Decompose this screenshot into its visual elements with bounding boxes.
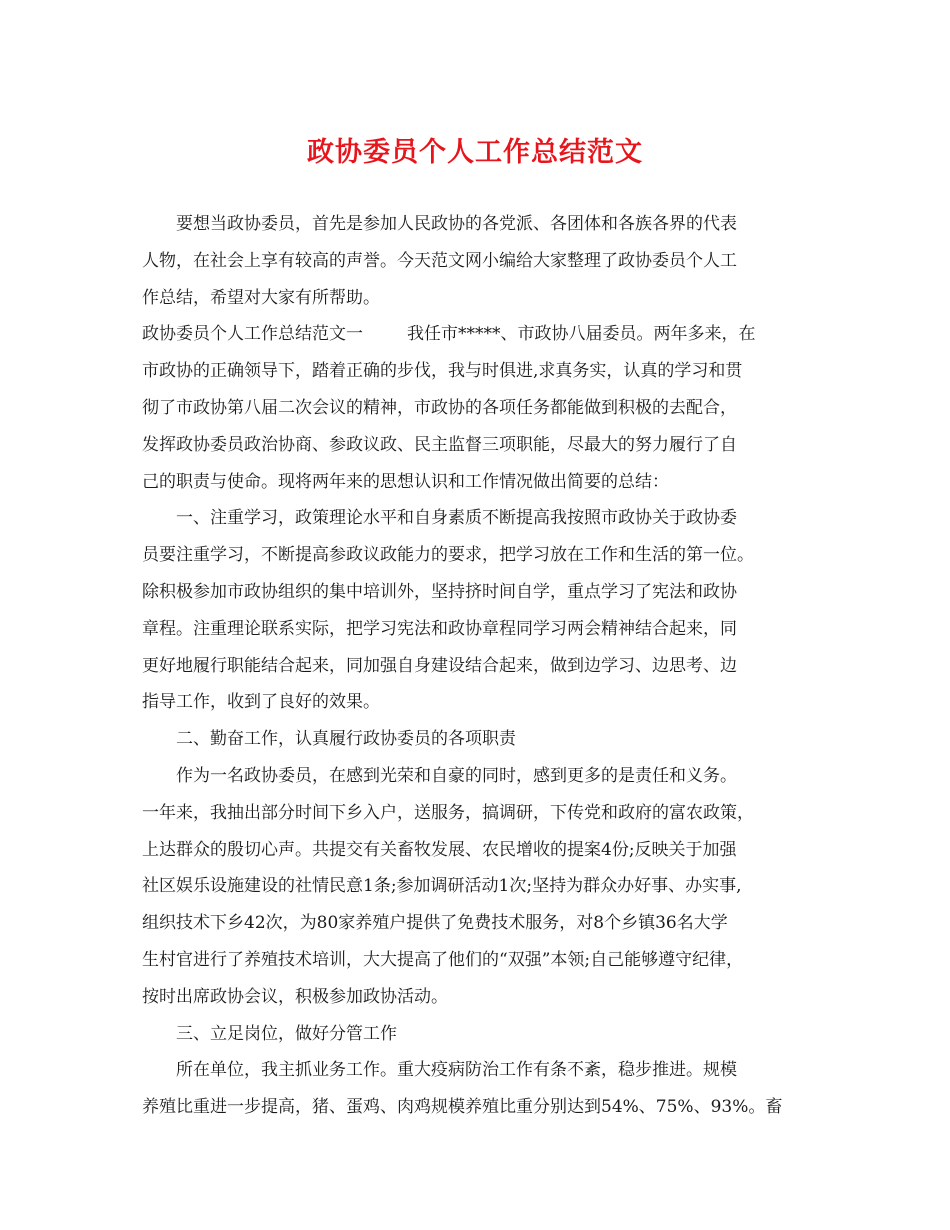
body-line: 养殖比重进一步提高，猪、蛋鸡、肉鸡规模养殖比重分别达到54%、75%、93%。畜 — [142, 1097, 783, 1118]
body-line: 三、立足岗位，做好分管工作 — [176, 1023, 397, 1044]
body-line: 人物，在社会上享有较高的声誉。今天范文网小编给大家整理了政协委员个人工 — [142, 250, 737, 271]
body-line: 章程。注重理论联系实际，把学习宪法和政协章程同学习两会精神结合起来，同 — [142, 618, 737, 639]
body-line: 市政协的正确领导下，踏着正确的步伐，我与时俱进,求真务实，认真的学习和贯 — [142, 361, 743, 382]
body-line: 己的职责与使命。现将两年来的思想认识和工作情况做出简要的总结： — [142, 471, 669, 492]
body-line: 指导工作，收到了良好的效果。 — [142, 692, 380, 713]
document-body — [142, 206, 832, 1126]
body-line: 员要注重学习，不断提高参政议政能力的要求，把学习放在工作和生活的第一位。 — [142, 545, 754, 566]
body-line: 更好地履行职能结合起来，同加强自身建设结合起来，做到边学习、边思考、边 — [142, 655, 737, 676]
body-line: 按时出席政协会议，积极参加政协活动。 — [142, 986, 448, 1007]
body-line: 彻了市政协第八届二次会议的精神，市政协的各项任务都能做到积极的去配合， — [142, 397, 737, 418]
body-line: 所在单位，我主抓业务工作。重大疫病防治工作有条不紊，稳步推进。规模 — [176, 1060, 737, 1081]
section-heading: 政协委员个人工作总结范文一 — [142, 324, 363, 345]
document-title: 政协委员个人工作总结范文 — [307, 137, 643, 168]
body-line: 作总结，希望对大家有所帮助。 — [142, 287, 380, 308]
body-line: 作为一名政协委员，在感到光荣和自豪的同时，感到更多的是责任和义务。 — [176, 765, 737, 786]
body-line: 生村官进行了养殖技术培训，大大提高了他们的“双强”本领;自己能够遵守纪律， — [142, 949, 744, 970]
section-heading-line — [142, 316, 832, 353]
body-line: 除积极参加市政协组织的集中培训外，坚持挤时间自学，重点学习了宪法和政协 — [142, 581, 737, 602]
body-line: 发挥政协委员政治协商、参政议政、民主监督三项职能，尽最大的努力履行了自 — [142, 434, 737, 455]
section-intro: 我任市*****、市政协八届委员。两年多来，在 — [407, 324, 756, 345]
body-line: 一、注重学习，政策理论水平和自身素质不断提高我按照市政协关于政协委 — [176, 508, 737, 529]
body-line: 要想当政协委员，首先是参加人民政协的各党派、各团体和各族各界的代表 — [176, 214, 737, 234]
body-line: 上达群众的殷切心声。共提交有关畜牧发展、农民增收的提案4份;反映关于加强 — [142, 839, 737, 860]
body-line: 社区娱乐设施建设的社情民意1条;参加调研活动1次;坚持为群众办好事、办实事, — [142, 876, 742, 897]
body-line: 组织技术下乡42次，为80家养殖户提供了免费技术服务，对8个乡镇36名大学 — [142, 913, 728, 934]
body-line: 一年来，我抽出部分时间下乡入户，送服务，搞调研，下传党和政府的富农政策， — [142, 802, 754, 823]
body-line: 二、勤奋工作，认真履行政协委员的各项职责 — [176, 729, 516, 750]
